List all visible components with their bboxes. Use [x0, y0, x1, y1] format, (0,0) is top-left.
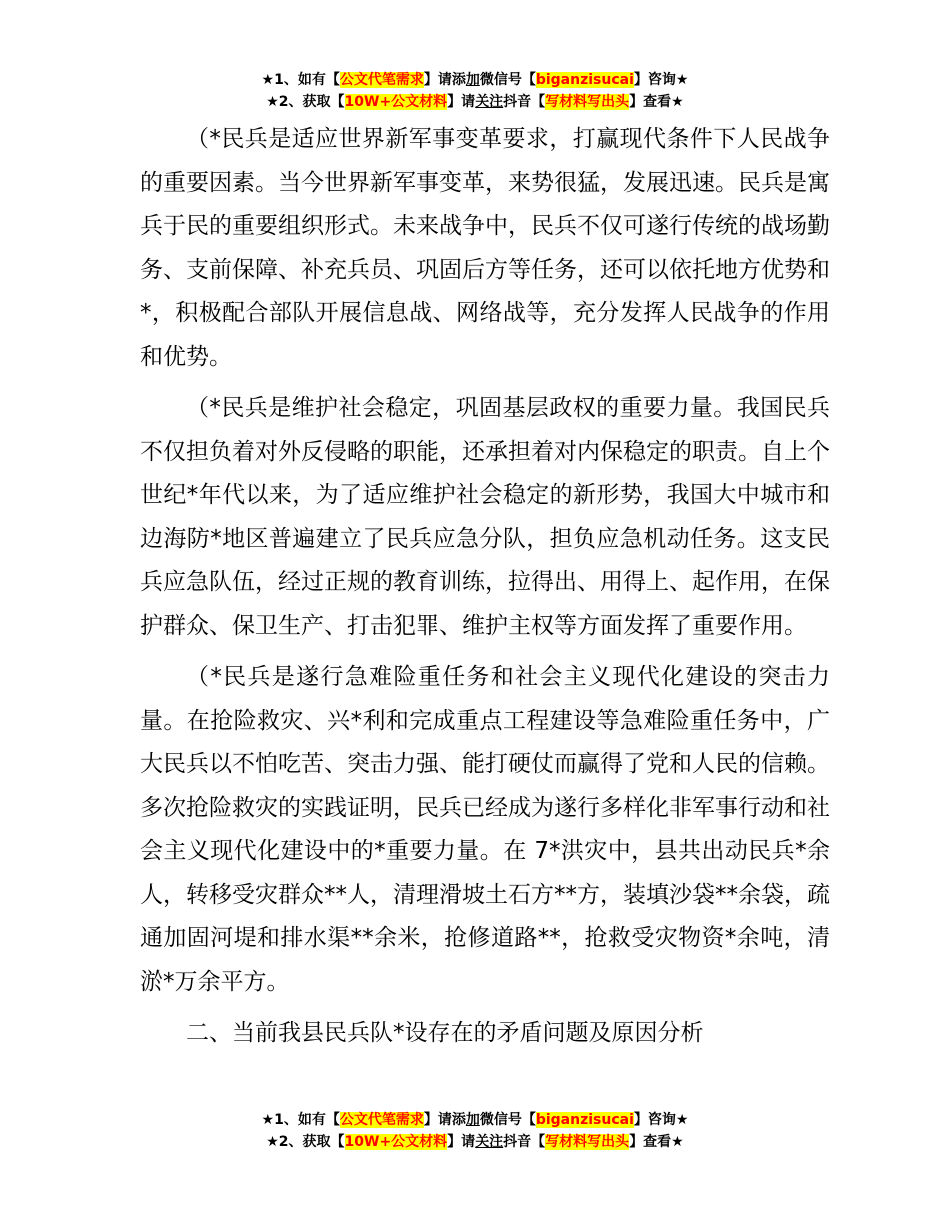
banner-line1-underlined: 加: [465, 72, 480, 88]
banner-line1-prefix: ★1、如有【: [261, 72, 340, 88]
banner-line2-highlight-materials: 10W+公文材料: [344, 94, 448, 110]
footer-line2-mid2: 抖音【: [503, 1134, 546, 1150]
header-banner-line-2: [0, 92, 950, 112]
banner-line2-prefix: ★2、获取【: [266, 94, 345, 110]
banner-line2-highlight-douyin: 写材料写出头: [545, 94, 630, 110]
footer-banner-line-1: [0, 1110, 950, 1130]
banner-line1-mid1: 】请添: [423, 72, 466, 88]
paragraph-1: （*民兵是适应世界新军事变革要求，打赢现代条件下人民战争的重要因素。当今世界新军事变革，来势很猛，发展迅速。民兵是寓兵于民的重要组织形式。未来战争中，民兵不仅可遂行传统的战场勤务、支前保障、补充兵员、巩固后方等任务，还可以依托地方优势和*，积极配合部队开展信息战、网络战等，充分发挥人民战争的作用和优势。: [140, 126, 830, 370]
banner-line1-suffix: 】咨询★: [633, 72, 689, 88]
document-body: [140, 118, 830, 1056]
footer-line2-highlight-materials: 10W+公文材料: [344, 1134, 448, 1150]
banner-line1-highlight-service: 公文代笔需求: [339, 72, 424, 88]
footer-line2-highlight-douyin: 写材料写出头: [545, 1134, 630, 1150]
footer-banner-line-2: [0, 1132, 950, 1152]
banner-line1-mid2: 微信号【: [479, 72, 536, 88]
banner-line2-suffix: 】查看★: [629, 94, 684, 110]
footer-line2-mid1: 】请: [447, 1134, 476, 1150]
paragraph-3: （*民兵是遂行急难险重任务和社会主义现代化建设的突击力量。在抢险救灾、兴*利和完成重点工程建设等急难险重任务中，广大民兵以不怕吃苦、突击力强、能打硬仗而赢得了党和人民的信赖。多次抢险救灾的实践证明，民兵已经成为遂行多样化非军事行动和社会主义现代化建设中的*重要力量。在 7*洪灾中，县共出动民兵*余人，转移受灾群众**人，清理滑坡土石方**方，装填沙袋**余袋，疏通加固河堤和排水渠**余米，抢修道路**，抢救受灾物资*余吨，清淤*万余平方。: [140, 664, 830, 995]
banner-line2-underlined: 关注: [475, 94, 504, 110]
footer-line1-highlight-service: 公文代笔需求: [339, 1112, 424, 1128]
footer-line1-suffix: 】咨询★: [633, 1112, 689, 1128]
header-banner-line-1: [0, 70, 950, 90]
footer-line2-suffix: 】查看★: [629, 1134, 684, 1150]
banner-line1-highlight-wechat-id: biganzisucai: [535, 72, 634, 88]
footer-line1-mid2: 微信号【: [479, 1112, 536, 1128]
footer-line2-underlined: 关注: [475, 1134, 504, 1150]
footer-line1-prefix: ★1、如有【: [261, 1112, 340, 1128]
footer-line1-underlined: 加: [465, 1112, 480, 1128]
footer-line1-mid1: 】请添: [423, 1112, 466, 1128]
section-heading: 二、当前我县民兵队*设存在的矛盾问题及原因分析: [186, 1020, 704, 1046]
footer-line2-prefix: ★2、获取【: [266, 1134, 345, 1150]
footer-line1-highlight-wechat-id: biganzisucai: [535, 1112, 634, 1128]
banner-line2-mid1: 】请: [447, 94, 476, 110]
banner-line2-mid2: 抖音【: [503, 94, 546, 110]
paragraph-2: （*民兵是维护社会稳定，巩固基层政权的重要力量。我国民兵不仅担负着对外反侵略的职能，还承担着对内保稳定的职责。自上个世纪*年代以来，为了适应维护社会稳定的新形势，我国大中城市和边海防*地区普遍建立了民兵应急分队，担负应急机动任务。这支民兵应急队伍，经过正规的教育训练，拉得出、用得上、起作用，在保护群众、保卫生产、打击犯罪、维护主权等方面发挥了重要作用。: [140, 395, 830, 639]
